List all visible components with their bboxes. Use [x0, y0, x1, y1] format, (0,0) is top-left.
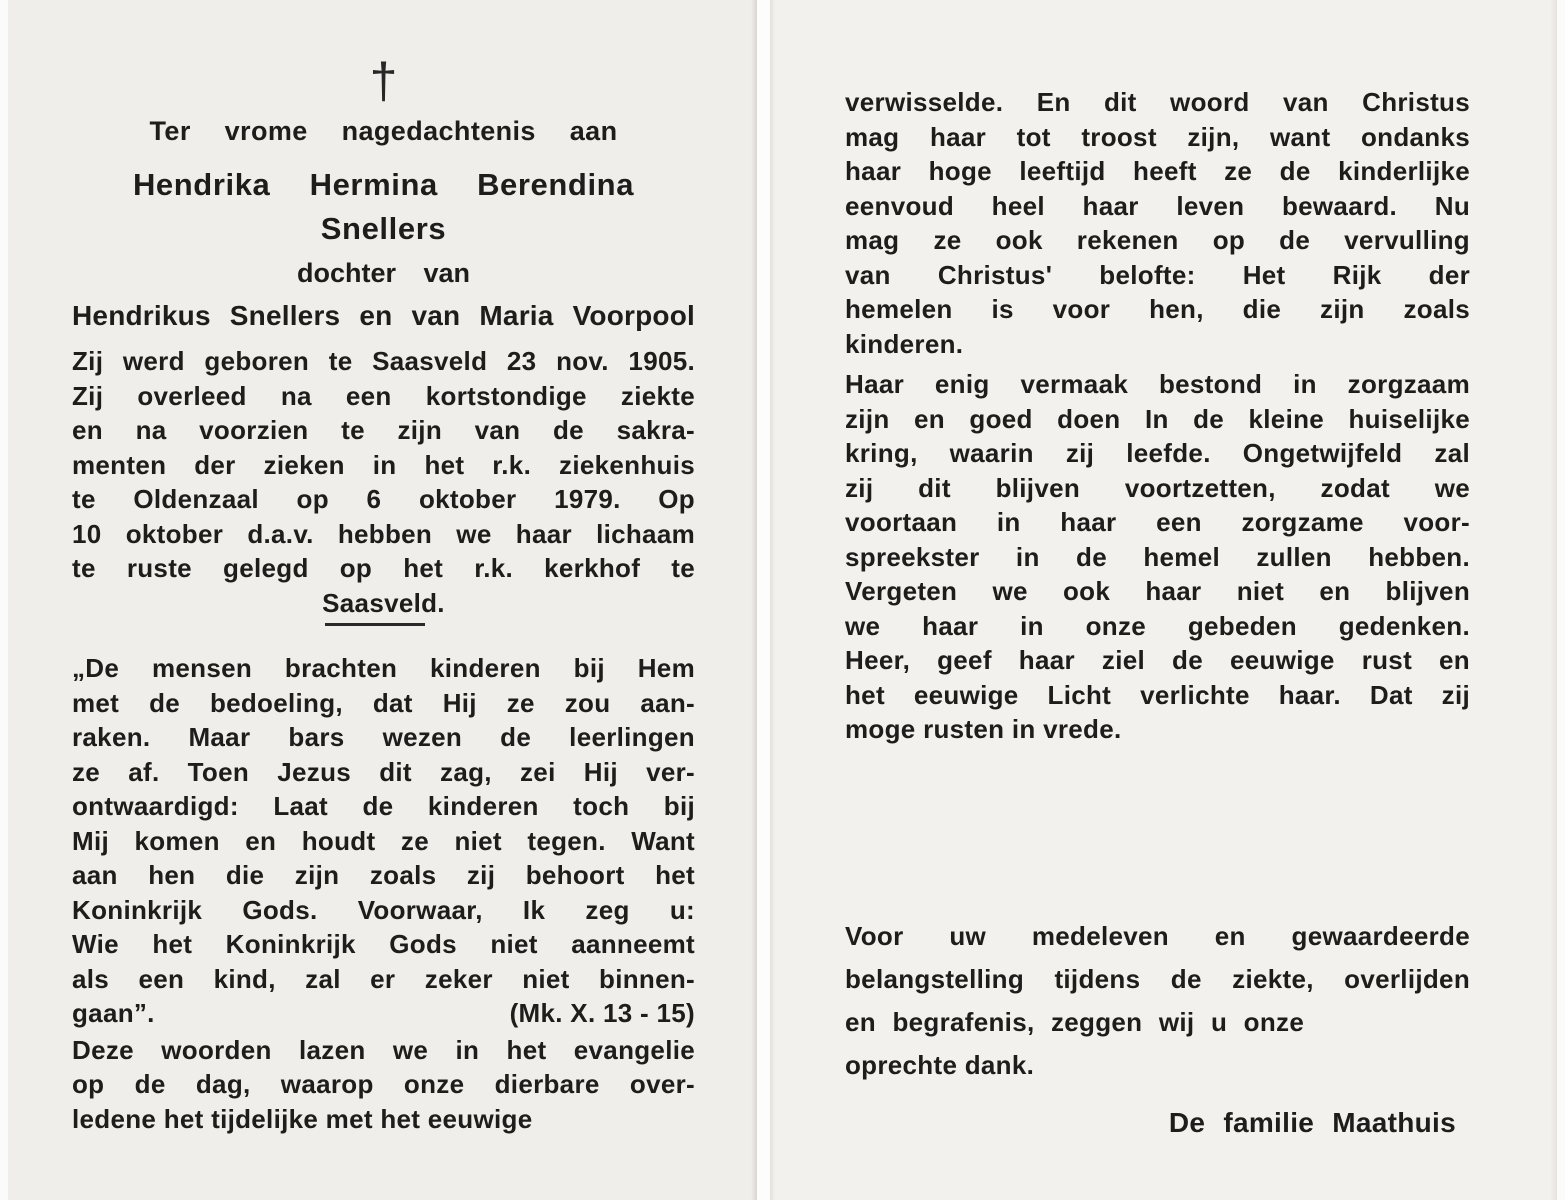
- life-details-paragraph: [72, 344, 695, 620]
- text-line: Zij overleed na een kortstondige ziekte: [72, 380, 695, 411]
- text-line: raken. Maar bars wezen de leerlingen: [72, 722, 695, 752]
- acknowledgement-paragraph: [845, 915, 1470, 1087]
- closing-paragraph: [72, 1033, 695, 1137]
- scripture-quote-paragraph: [72, 651, 695, 1031]
- text-line-left: gaan”.: [72, 998, 155, 1028]
- family-signature: De familie Maathuis: [1168, 1106, 1456, 1138]
- text-line: kinderen.: [845, 328, 964, 359]
- text-line: en na voorzien te zijn van de sakra-: [72, 415, 695, 445]
- page-right: [770, 0, 1557, 1200]
- text-line: en begrafenis, zeggen wij u onze: [845, 1006, 1305, 1037]
- page-left: [8, 0, 757, 1200]
- text-line: [72, 996, 695, 1031]
- text-line: moge rusten in vrede.: [845, 714, 1122, 744]
- text-line: belangstelling tijdens de ziekte, overlijden: [845, 963, 1470, 994]
- text-line: op de dag, waarop onze dierbare over-: [72, 1069, 695, 1099]
- text-line: Saasveld.: [322, 587, 445, 618]
- text-line: spreekster in de hemel zullen hebben.: [845, 541, 1470, 572]
- text-line: te Oldenzaal op 6 oktober 1979. Op: [72, 484, 695, 514]
- text-line: aan hen die zijn zoals zij behoort het: [72, 860, 695, 890]
- text-line: te ruste gelegd op het r.k. kerkhof te: [72, 553, 695, 583]
- cross-icon: †: [369, 53, 398, 109]
- text-line: Voor uw medeleven en gewaardeerde: [845, 920, 1470, 951]
- text-line: menten der zieken in het r.k. ziekenhuis: [72, 449, 695, 480]
- text-line: ontwaardigd: Laat de kinderen toch bij: [72, 791, 695, 821]
- text-line: Haar enig vermaak bestond in zorgzaam: [845, 369, 1470, 399]
- text-line: Deze woorden lazen we in het evangelie: [72, 1034, 695, 1065]
- text-line: Mij komen en houdt ze niet tegen. Want: [72, 825, 695, 856]
- text-line: „De mensen brachten kinderen bij Hem: [72, 653, 695, 683]
- parents-line: Hendrikus Snellers en van Maria Voorpool: [72, 300, 695, 331]
- text-line: haar hoge leeftijd heeft ze de kinderlijke: [845, 156, 1470, 186]
- text-line-right: (Mk. X. 13 - 15): [509, 998, 695, 1028]
- text-line: zij dit blijven voortzetten, zodat we: [845, 472, 1470, 503]
- text-line: van Christus' belofte: Het Rijk der: [845, 259, 1470, 290]
- text-line: Zij werd geboren te Saasveld 23 nov. 1905.: [72, 346, 695, 376]
- page-left-content: [8, 0, 695, 1136]
- text-line: Koninkrijk Gods. Voorwaar, Ik zeg u:: [72, 894, 695, 925]
- text-line: als een kind, zal er zeker niet binnen-: [72, 963, 695, 994]
- text-line: zijn en goed doen In de kleine huiselijke: [845, 403, 1470, 434]
- divider-rule: [325, 623, 425, 626]
- text-line: kring, waarin zij leefde. Ongetwijfeld zal: [845, 438, 1470, 468]
- text-line: het eeuwige Licht verlichte haar. Dat zij: [845, 679, 1470, 710]
- deceased-name-line2: Snellers: [320, 211, 447, 246]
- deceased-name-line1: Hendrika Hermina Berendina: [132, 167, 635, 202]
- text-line: eenvoud heel haar leven bewaard. Nu: [845, 190, 1470, 221]
- text-line: Vergeten we ook haar niet en blijven: [845, 576, 1470, 606]
- text-line: Wie het Koninkrijk Gods niet aanneemt: [72, 929, 695, 959]
- text-line: Heer, geef haar ziel de eeuwige rust en: [845, 645, 1470, 675]
- text-line: mag ze ook rekenen op de vervulling: [845, 225, 1470, 255]
- page-right-content: [770, 0, 1470, 1143]
- text-line: we haar in onze gebeden gedenken.: [845, 610, 1470, 641]
- text-line: ledene het tijdelijke met het eeuwige: [72, 1103, 533, 1134]
- text-line: met de bedoeling, dat Hij ze zou aan-: [72, 687, 695, 718]
- text-line: 10 oktober d.a.v. hebben we haar lichaam: [72, 518, 695, 549]
- text-line: oprechte dank.: [845, 1049, 1035, 1080]
- intro-line: Ter vrome nagedachtenis aan: [149, 116, 618, 146]
- continuation-paragraph: [845, 85, 1470, 361]
- remembrance-paragraph: [845, 367, 1470, 747]
- text-line: ze af. Toen Jezus dit zag, zei Hij ver-: [72, 756, 695, 787]
- relation-line: dochter van: [296, 258, 471, 288]
- text-line: voortaan in haar een zorgzame voor-: [845, 507, 1470, 537]
- text-line: verwisselde. En dit woord van Christus: [845, 87, 1470, 117]
- text-line: mag haar tot troost zijn, want ondanks: [845, 121, 1470, 152]
- text-line: hemelen is voor hen, die zijn zoals: [845, 294, 1470, 324]
- page-gap: [757, 0, 770, 1200]
